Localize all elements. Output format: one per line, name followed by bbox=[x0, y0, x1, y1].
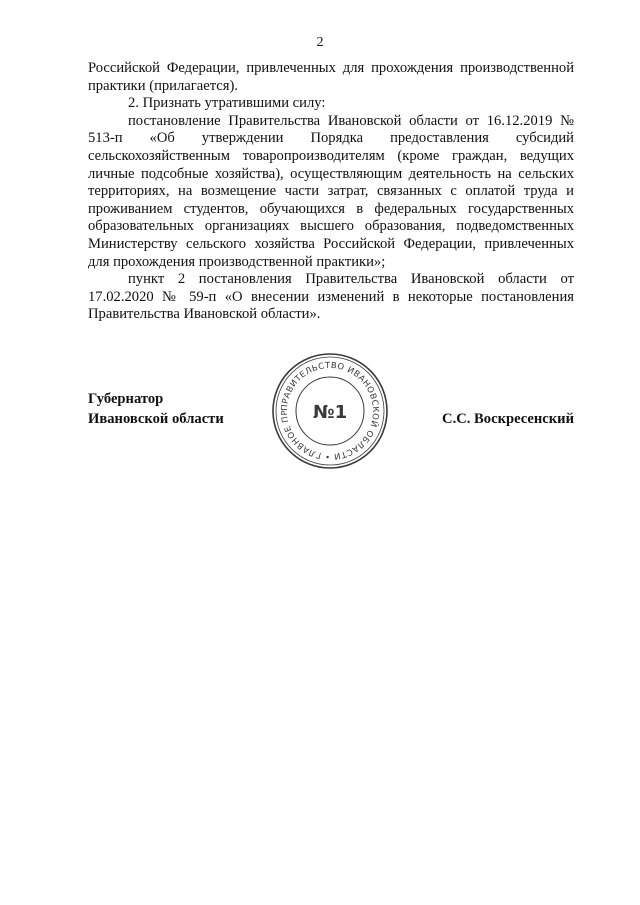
signature-title bbox=[88, 389, 224, 429]
paragraph-3: постановление Правительства Ивановской области от 16.12.2019 № 513-п «Об утверждении Порядка предоставления субсидий сельскохозяйственным товаропроизводителям (кроме граждан, ведущих личные подсобные хозяйства), осуществляющим деятельность на сельских территориях, на возмещение части затрат, связанных с оплатой труда и проживанием студентов, обучающихся в федеральных государственных образовательных организациях высшего образования, подведомственных Министерству сельского хозяйства Российской Федерации, привлеченных для прохождения производственной практики»; bbox=[88, 112, 574, 270]
official-seal bbox=[270, 351, 390, 471]
seal-graphic bbox=[270, 351, 390, 471]
signature-title-line2: Ивановской области bbox=[88, 411, 224, 427]
seal-ring-text: ПРАВИТЕЛЬСТВО ИВАНОВСКОЙ ОБЛАСТИ • ГЛАВНОЕ ПР bbox=[278, 359, 382, 463]
paragraph-4: пункт 2 постановления Правительства Ивановской области от 17.02.2020 № 59-п «О внесении изменений в некоторые постановления Правительства Ивановской области». bbox=[88, 271, 574, 323]
signature-title-line1: Губернатор bbox=[88, 391, 164, 407]
paragraph-2: 2. Признать утратившими силу: bbox=[128, 95, 326, 112]
seal-center-text: №1 bbox=[312, 402, 348, 423]
document-body bbox=[88, 60, 574, 324]
signature-name: С.С. Воскресенский bbox=[442, 411, 574, 427]
paragraph-1: Российской Федерации, привлеченных для прохождения производственной практики (прилагается). bbox=[88, 60, 574, 94]
page-number: 2 bbox=[316, 35, 324, 50]
